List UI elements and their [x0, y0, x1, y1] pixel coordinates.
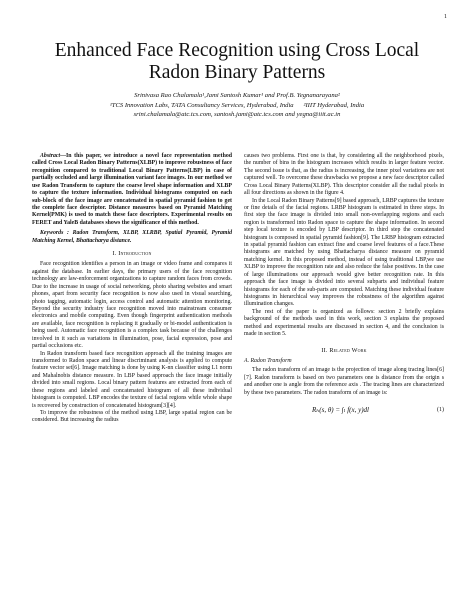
equation-formula: Rₕ(s, θ) = ∫ₗ f(x, y)dl [312, 406, 369, 415]
paragraph: The radon transform of an image is the projection of image along tracing lines[6][7]. Radon transform is based on two parameters one is distance from the origin s and another one is angle from the reference axis . The tracing lines are characterized by these two parameters. The radon transform of an image is: [244, 367, 444, 396]
author-block [30, 91, 444, 120]
paragraph: To improve the robustness of the method using LBP, large spatial region can be considered. But increasing the radius [32, 409, 232, 424]
title-line-2: Radon Binary Patterns [148, 62, 326, 83]
section-heading-introduction: I. Introduction [112, 250, 152, 258]
abstract-body: —In this paper, we introduce a novel face representation method called Cross Local Radon Binary Patterns(XLBP) to improve robustness of face recognition compared to traditional Local Binary Patterns(LBP) in case of partially occluded and large illumination variant face images. In our method we use Radon Transform to capture the coarse level shape information and XLBP to capture the texture information. Individual histograms computed on each sub-block of the face image are concatenated in spatial pyramid fashion to get the complete face descriptor. Distance measures based on Pyramid Matching Kernel(PMK) is used to match these face descriptors. Experimental results on FERET and YaleB databases shows the significance of this method. [32, 153, 232, 226]
right-column [244, 153, 444, 419]
subsection-heading-radon: A. Radon Transform [244, 357, 292, 364]
left-column [32, 153, 232, 425]
keywords-body: : Radon Transform, XLBP, XLRBP, Spatial Pyramid, Pyramid Matching Kernel, Bhattacharya distance. [32, 230, 232, 244]
paragraph: In Radon transform based face recognition approach all the training images are transformed to Radon space and linear discriminant analysis is applied to compute feature vector set[6]. Image matching is done by using K-nn classifier using L1 norm and Mahalnobis distance measure. In LBP based approach the face image initially divided into small regions. Local binary pattern features are extracted from each of these regions and labeled and concatenated histogram of all these individual histogram is computed. LBP encodes the texture of facial regions while whole shape is recovered by construction of concatenated histogram[3][4]. [32, 350, 232, 409]
keywords-lead: Keywords [40, 230, 64, 237]
equation-1 [244, 403, 444, 419]
equation-number: (1) [437, 407, 444, 414]
paragraph: In the Local Radon Binary Patterns[9] based approach, LRBP captures the texture or fine details of the facial regions. LRBP histogram is estimated in three steps. In first step the face image is divided into small non-overlapping regions and each region is transformed into Radon space to capture the shape information. In second step local texture is encoded by LBP descriptor. In third step the concatenated histogram is composed in spatial pyramid fashion[9]. The LRBP histogram extracted in spatial pyramid fashion can extract fine and coarse level features of a face.These histograms are matched by using Bhattacharya distance measure on pyramid matching kernel. In this proposed method, instead of using traditional LBP,we use XLBP to improve the recognition rate and also reduce the false positives. In the case of large illuminations our approach would give better recognition rate. In this approach the face image is divided into several subparts and individual feature histograms for each of the sub-parts are computed. Matching these individual feature histograms in hierarchical way improves the robustness of the algorithm against illumination changes. [244, 197, 444, 308]
author-emails: srini.chalamala@atc.tcs.com, santosh.jami@atc.tcs.com and yegna@iiit.ac.in [133, 111, 341, 119]
paragraph: causes two problems. First one is that, by considering all the neighborhood pixels, the number of bins in the histogram increases which results in larger feature vector. The second issue is that, as the radius is increasing, the inner pixel variations are not captured well. To overcome these drawbacks we propose a new face descriptor called Cross Local Binary Patterns(XLBP). This descriptor consider all the radial pixels in all four directions as shown in the figure 4. [244, 153, 444, 197]
paragraph: Face recognition identifies a person in an image or video frame and compares it against the database. In earlier days, the primary users of the face recognition technology are law-enforcement organizations to capture random faces from crowds. Due to the increase in usage of social networking, photo sharing websites and smart phones, apart from security face recognition is now also used in visual searching, photo tagging, automatic login, access control and automatic attention monitoring. Beyond the security industry face recognition moved into mainstream consumer electronics and mobile computing. Even though fingerprint authentication methods are available, face recognition is replacing it gradually or bi-model authentication is being used. Automatic face recognition is a complex task because of the challenges involved in it such as variations in illumination, pose, facial expression, pose and partial occlusions etc. [32, 261, 232, 350]
affiliation-2: ²IIIT Hyderabad, India [303, 101, 365, 109]
page-number: 1 [444, 14, 447, 20]
paper-title [30, 40, 444, 84]
affiliations [30, 101, 444, 111]
affiliation-1: ¹TCS Innovation Labs, TATA Consultancy Services, Hyderabad, India [109, 101, 294, 109]
keywords [32, 230, 232, 245]
abstract-lead: Abstract [40, 153, 61, 159]
abstract [32, 153, 232, 227]
paragraph: The rest of the paper is organized as follows: section 2 briefly explains background of the methods used in this work, section 3 explains the proposed method and experimental results are discussed in section 4, and the conclusion is made in section 5. [244, 308, 444, 338]
section-heading-related-work: II. Related Work [321, 346, 367, 354]
title-line-1: Enhanced Face Recognition using Cross Local [54, 40, 420, 61]
author-names: Srinivasa Rao Chalamala¹,Jami Santosh Kumar¹ and Prof.B. Yegnanarayana² [134, 92, 340, 99]
